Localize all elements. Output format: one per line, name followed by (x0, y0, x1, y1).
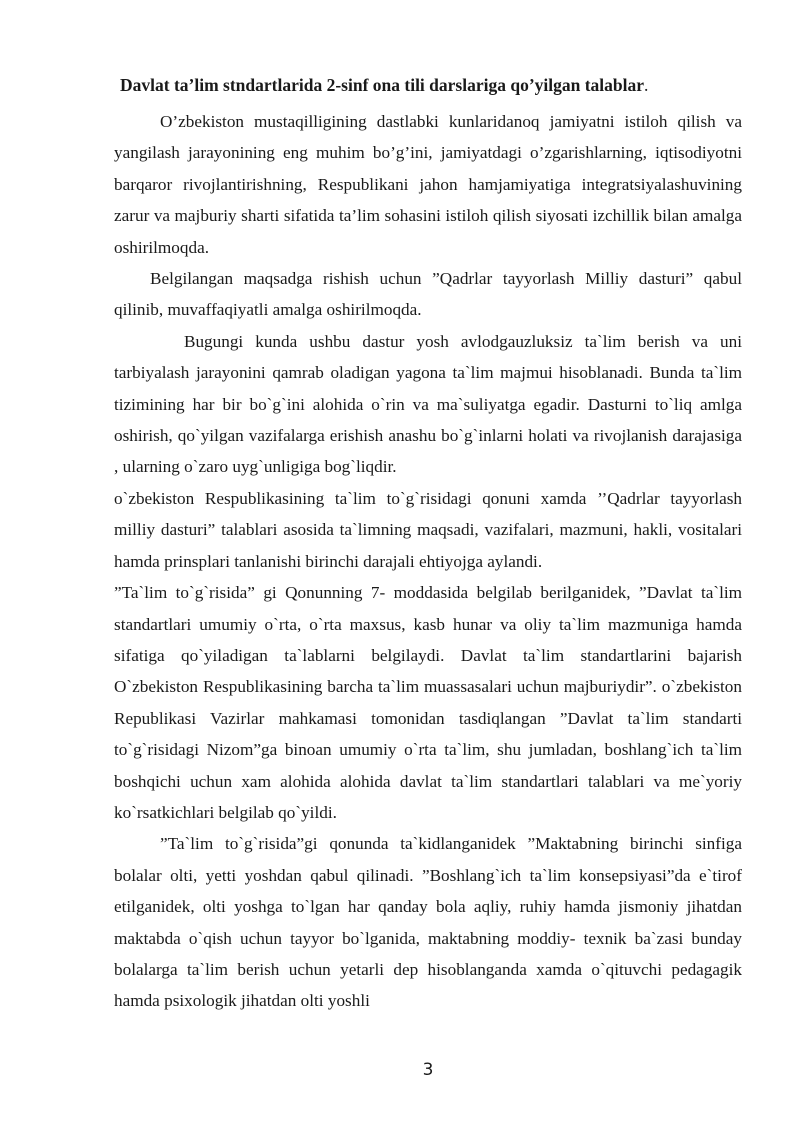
paragraph: Bugungi kunda ushbu dastur yosh avlodgauzluksiz ta`lim berish va uni tarbiyalash jarayonini qamrab oladigan yagona ta`lim majmui hisoblanadi. Bunda ta`lim tizimining har bir bo`g`ini alohida o`rin va ma`suliyatga egadir. Dasturni to`liq amlga oshirish, qo`yilgan vazifalarga erishish anashu bo`g`inlarni holati va rivojlanish darajasiga , ularning o`zaro uyg`unligiga bog`liqdir. (114, 331, 742, 477)
document-title-text: Davlat ta’lim stndartlarida 2-sinf ona tili darslariga qo’yilgan talablar (120, 75, 645, 95)
paragraph: ”Ta`lim to`g`risida”gi qonunda ta`kidlanganidek ”Maktabning birinchi sinfiga bolalar olti, yetti yoshdan qabul qilinadi. ”Boshlang`ich ta`lim konsepsiyasi”da e`tirof etilganidek, olti yoshga to`lgan har qanday bola aqliy, ruhiy hamda jismoniy jihatdan maktabda o`qish uchun tayyor bo`lganida, maktabning moddiy- texnik ba`zasi bunday bolalarga ta`lim berish uchun yetarli dep hisoblanganda xamda o`qituvchi pedagagik hamda psixologik jihatdan olti yoshli (114, 834, 742, 1011)
paragraph: O’zbekiston mustaqilligining dastlabki kunlaridanoq jamiyatni istiloh qilish va yangilash jarayonining eng muhim bo’g’ini, jamiyatdagi o’zgarishlarning, iqtisodiyotni barqaror rivojlantirishning, Respublikani jahon hamjamiyatiga integratsiyalashuvining zarur va majburiy sharti sifatida ta’lim sohasini istiloh qilish siyosati izchillik bilan amalga oshirilmoqda. (114, 112, 742, 257)
paragraph: Belgilangan maqsadga rishish uchun ”Qadrlar tayyorlash Milliy dasturi” qabul qilinib, muvaffaqiyatli amalga oshirilmoqda. (114, 269, 742, 320)
document-body (114, 106, 742, 1017)
page-number: 3 (422, 1060, 434, 1080)
document-title-period: . (644, 75, 649, 95)
paragraph: ”Ta`lim to`g`risida” gi Qonunning 7- moddasida belgilab berilganidek, ”Davlat ta`lim standartlari umumiy o`rta, o`rta maxsus, kasb hunar va oliy ta`lim mazmuniga hamda sifatiga qo`yiladigan ta`lablarni belgilaydi. Davlat ta`lim standartlarini bajarish O`zbekiston Respublikasining barcha ta`lim muassasalari uchun majburiydir”. o`zbekiston Republikasi Vazirlar mahkamasi tomonidan tasdiqlangan ”Davlat ta`lim standarti to`g`risidagi Nizom”ga binoan umumiy o`rta ta`lim, shu jumladan, boshlang`ich ta`lim boshqichi uchun xam alohida alohida davlat ta`lim standartlari talablari va me`yoriy ko`rsatkichlari belgilab qo`yildi. (114, 583, 742, 822)
paragraph: o`zbekiston Respublikasining ta`lim to`g`risidagi qonuni xamda ’’Qadrlar tayyorlash milliy dasturi” talablari asosida ta`limning maqsadi, vazifalari, mazmuni, hakli, vositalari hamda prinsplari tanlanishi birinchi darajali ehtiyojga aylandi. (114, 488, 742, 571)
document-title (120, 72, 750, 98)
